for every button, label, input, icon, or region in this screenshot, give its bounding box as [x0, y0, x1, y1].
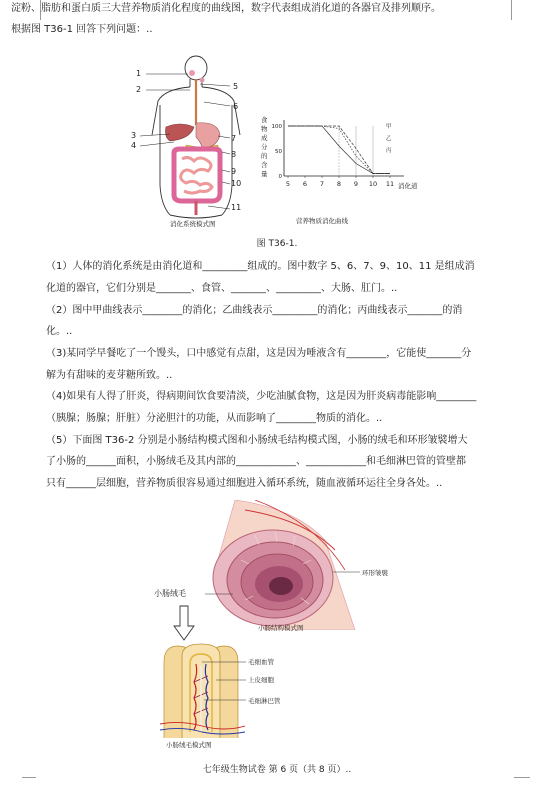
chart-ytick-label: 50	[275, 149, 282, 155]
page-footer: 七年级生物试卷 第 6 页（共 8 页）..	[202, 765, 352, 775]
small-intestine-structure-diagram	[205, 500, 365, 630]
q3-line-b: 解为有甜味的麦芽糖所致。..	[46, 370, 173, 381]
down-arrow-icon	[172, 604, 196, 644]
ring-fold-label: 环形皱襞	[362, 569, 388, 577]
digestion-curve-chart	[258, 112, 418, 192]
capillary-label: 毛细血管	[248, 658, 274, 666]
chart-xtick-label: 7	[319, 180, 325, 188]
chart-xtick-label: 6	[302, 180, 308, 188]
chart-caption: 营养物质消化曲线	[296, 217, 348, 225]
figure1-caption: 图 T36-1.	[256, 239, 298, 249]
q4-line-b: （胰腺；肠腺；肝脏）分泌胆汁的功能，从而影响了________物质的消化。..	[46, 413, 383, 424]
diagram-number-1: 1	[136, 69, 142, 78]
diagram-caption: 消化系统模式图	[170, 220, 216, 228]
diagram-number-5: 5	[233, 82, 239, 91]
chart-xtick-label: 11	[385, 180, 395, 188]
lymph-label: 毛细淋巴管	[248, 697, 281, 705]
chart-xtick-label: 9	[353, 180, 359, 188]
villus-leaders	[198, 660, 248, 706]
q2-line-a: （2）图中甲曲线表示________的消化；乙曲线表示_________的消化；丙曲线表示_______的消	[46, 305, 463, 316]
q5-line-c: 只有______层细胞，营养物质很容易通过细胞进入循环系统，随血液循环运往全身各处。..	[46, 478, 443, 489]
villus-caption: 小肠绒毛模式图	[166, 741, 212, 749]
diagram-number-2: 2	[136, 85, 142, 94]
intro-line-1: 淀粉、脂肪和蛋白质三大营养物质消化程度的曲线图，数字代表组成消化道的各器官及排列顺序。	[11, 3, 441, 14]
chart-xtick-label: 5	[285, 180, 291, 188]
chart-xlabel: 消化道	[398, 182, 418, 190]
structure-caption: 小肠结构模式图	[258, 624, 304, 632]
chart-xtick-label: 8	[336, 180, 342, 188]
villi-label: 小肠绒毛	[154, 589, 186, 598]
q1-line-a: （1）人体的消化系统是由消化道和_________组成的。图中数字 5、6、7、9、10、11 是组成消	[46, 261, 475, 272]
chart-ylabel: 食物成分的含量	[261, 116, 268, 178]
diagram-number-6: 6	[233, 102, 239, 111]
diagram-number-11: 11	[231, 203, 242, 212]
chart-series-label: 甲	[386, 124, 392, 130]
chart-ytick-label: 0	[278, 174, 282, 180]
intro-line-2: 根据图 T36-1 回答下列问题：..	[11, 24, 153, 35]
diagram-number-4: 4	[131, 141, 137, 150]
chart-series-label: 乙	[386, 136, 392, 142]
q5-line-b: 了小肠的______面积，小肠绒毛及其内部的____________、____________和毛细淋巴管的管壁都	[46, 456, 466, 467]
q5-line-a: （5）下面图 T36-2 分别是小肠结构模式图和小肠绒毛结构模式图，小肠的绒毛和环形皱襞增大	[46, 435, 468, 446]
q4-line-a: （4)如果有人得了肝炎，得病期间饮食要清淡，少吃油腻食物，这是因为肝炎病毒能影响________	[46, 391, 477, 402]
q3-line-a: （3)某同学早餐吃了一个馒头，口中感觉有点甜，这是因为唾液含有________，它能使_______分	[46, 348, 472, 359]
diagram-number-3: 3	[131, 131, 137, 140]
chart-xtick-label: 10	[368, 180, 378, 188]
diagram-number-10: 10	[231, 179, 242, 188]
epithelium-label: 上皮细胞	[248, 676, 274, 684]
diagram-number-7: 7	[231, 134, 237, 143]
diagram-number-9: 9	[231, 167, 237, 176]
q1-line-b: 化道的器官，它们分别是_______、食管、_______、_________、大肠、肛门。..	[46, 283, 398, 294]
diagram-number-8: 8	[231, 150, 237, 159]
q2-line-b: 化。..	[46, 326, 73, 337]
chart-series-label: 丙	[386, 148, 392, 154]
chart-ytick-label: 100	[271, 124, 282, 130]
